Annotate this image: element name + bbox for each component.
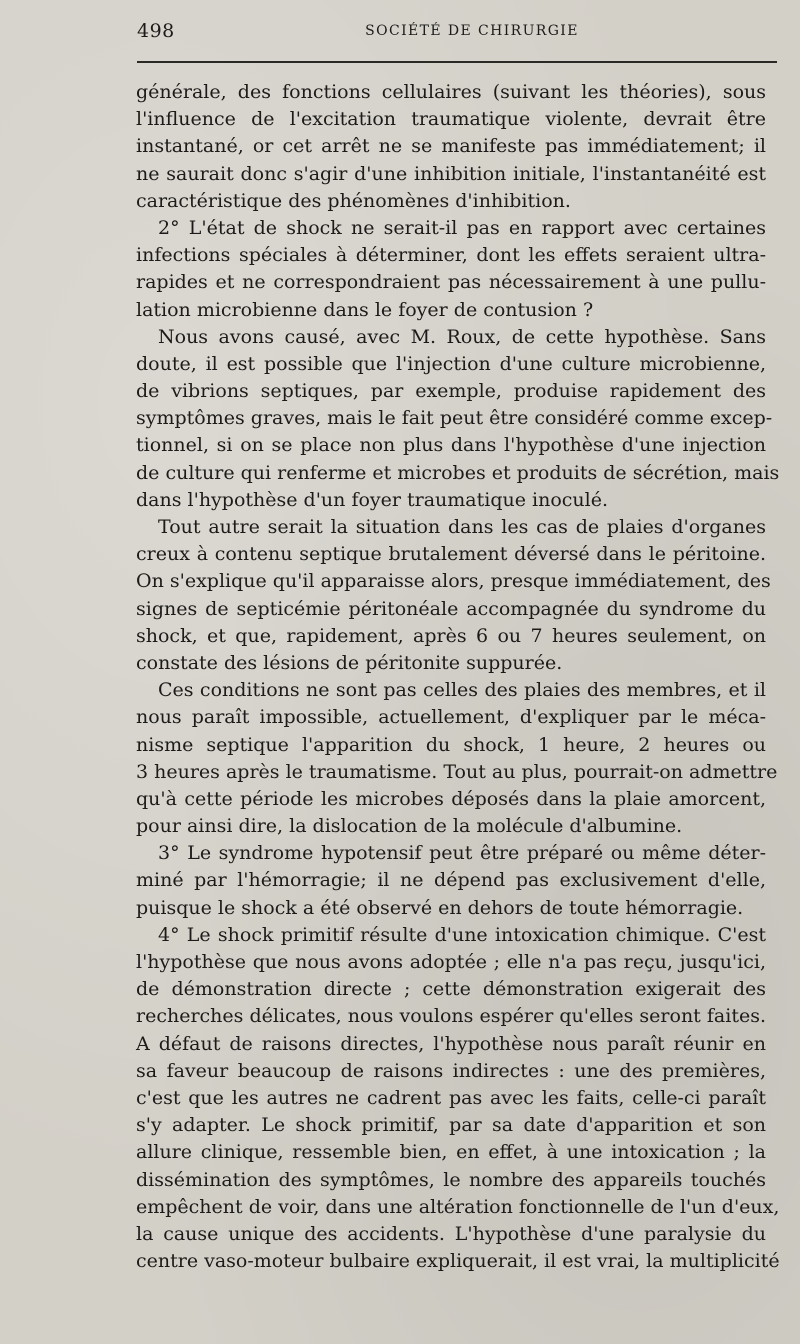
text-line: de démonstration directe ; cette démonstration exigerait des [136, 978, 766, 1001]
text-line: dissémination des symptômes, le nombre des appareils touchés [136, 1168, 766, 1191]
text-line: de culture qui renferme et microbes et produits de sécrétion, mais [136, 461, 780, 484]
paragraph [136, 922, 780, 1275]
text-line: nisme septique l'apparition du shock, 1 heure, 2 heures ou [136, 733, 766, 756]
text-line: la cause unique des accidents. L'hypothèse d'une paralysie du [136, 1222, 766, 1245]
text-line: puisque le shock a été observé en dehors de toute hémorragie. [136, 896, 744, 919]
text-line: 3° Le syndrome hypotensif peut être préparé ou même déter- [158, 842, 766, 865]
text-line: A défaut de raisons directes, l'hypothèse nous paraît réunir en [136, 1032, 766, 1055]
text-line: symptômes graves, mais le fait peut être considéré comme excep- [136, 407, 773, 430]
text-line: l'hypothèse que nous avons adoptée ; elle n'a pas reçu, jusqu'ici, [136, 951, 766, 973]
text-line: signes de septicémie péritonéale accompagnée du syndrome du [136, 597, 766, 620]
text-line: tionnel, si on se place non plus dans l'hypothèse d'une injection [136, 434, 766, 457]
text-line: 3 heures après le traumatisme. Tout au plus, pourrait-on admettre [136, 760, 778, 783]
body-text [136, 79, 780, 1275]
text-line: 2° L'état de shock ne serait-il pas en rapport avec certaines [158, 216, 766, 239]
text-line: Tout autre serait la situation dans les cas de plaies d'organes [158, 516, 766, 538]
paragraph [136, 677, 778, 840]
text-line: sa faveur beaucoup de raisons indirectes : une des premières, [136, 1059, 766, 1082]
paragraph [136, 840, 766, 922]
text-line: empêchent de voir, dans une altération fonctionnelle de l'un d'eux, [136, 1195, 780, 1218]
paragraph [136, 79, 766, 215]
text-line: l'influence de l'excitation traumatique violente, devrait être [136, 108, 766, 131]
text-line: lation microbienne dans le foyer de contusion ? [136, 298, 594, 321]
text-line: nous paraît impossible, actuellement, d'expliquer par le méca- [136, 706, 766, 729]
text-line: Ces conditions ne sont pas celles des plaies des membres, et il [158, 679, 766, 702]
paragraph [136, 324, 780, 514]
text-line: qu'à cette période les microbes déposés dans la plaie amorcent, [136, 787, 766, 810]
text-line: On s'explique qu'il apparaisse alors, presque immédiatement, des [136, 570, 771, 593]
text-line: s'y adapter. Le shock primitif, par sa date d'apparition et son [136, 1114, 766, 1137]
text-line: miné par l'hémorragie; il ne dépend pas exclusivement d'elle, [136, 869, 766, 892]
text-line: allure clinique, ressemble bien, en effet, à une intoxication ; la [136, 1141, 766, 1164]
text-line: rapides et ne correspondraient pas nécessairement à une pullu- [136, 271, 766, 294]
text-line: c'est que les autres ne cadrent pas avec les faits, celle-ci paraît [136, 1086, 766, 1109]
text-line: constate des lésions de péritonite suppurée. [136, 651, 563, 674]
text-line: creux à contenu septique brutalement déversé dans le péritoine. [136, 543, 766, 566]
text-line: ne saurait donc s'agir d'une inhibition initiale, l'instantanéité est [136, 162, 766, 185]
header-rule [137, 61, 777, 63]
paragraph [136, 215, 766, 324]
text-line: Nous avons causé, avec M. Roux, de cette hypothèse. Sans [158, 325, 766, 348]
text-line: shock, et que, rapidement, après 6 ou 7 heures seulement, on [136, 624, 766, 647]
text-line: instantané, or cet arrêt ne se manifeste pas immédiatement; il [136, 135, 766, 158]
text-line: dans l'hypothèse d'un foyer traumatique inoculé. [136, 488, 609, 511]
paragraph [136, 514, 771, 677]
text-line: infections spéciales à déterminer, dont les effets seraient ultra- [136, 244, 766, 267]
page-number: 498 [137, 20, 175, 42]
text-line: 4° Le shock primitif résulte d'une intoxication chimique. C'est [158, 923, 766, 946]
text-line: pour ainsi dire, la dislocation de la molécule d'albumine. [136, 815, 683, 838]
text-line: de vibrions septiques, par exemple, produise rapidement des [136, 380, 766, 403]
text-line: centre vaso-moteur bulbaire expliquerait, il est vrai, la multiplicité [136, 1250, 780, 1273]
text-line: générale, des fonctions cellulaires (suivant les théories), sous [136, 81, 766, 103]
text-line: doute, il est possible que l'injection d'une culture microbienne, [136, 352, 766, 375]
page-header [137, 14, 777, 46]
text-line: recherches délicates, nous voulons espérer qu'elles seront faites. [136, 1005, 766, 1028]
running-title: SOCIÉTÉ DE CHIRURGIE [365, 23, 579, 39]
text-line: caractéristique des phénomènes d'inhibition. [136, 189, 571, 212]
